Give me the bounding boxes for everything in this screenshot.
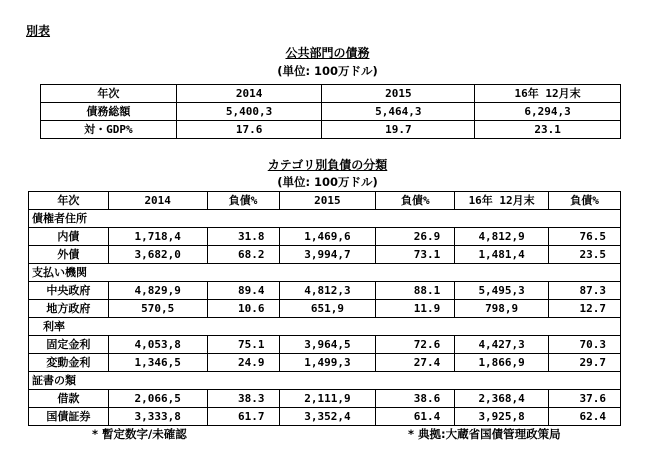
provisional-note: * 暫定数字/未確認 xyxy=(92,427,187,441)
table-cell: 651,9 xyxy=(279,300,376,318)
table-cell: 3,333,8 xyxy=(108,408,207,426)
row-label: 国債証券 xyxy=(29,408,109,426)
group-label: 利率 xyxy=(29,318,621,336)
table-cell: 2,066,5 xyxy=(108,390,207,408)
group-label: 証書の類 xyxy=(29,372,621,390)
table-cell: 1,499,3 xyxy=(279,354,376,372)
row-label: 地方政府 xyxy=(29,300,109,318)
row-label: 内債 xyxy=(29,228,109,246)
table-cell: 10.6 xyxy=(207,300,279,318)
table-row xyxy=(29,246,621,264)
table-row xyxy=(41,103,621,121)
group-header-row xyxy=(29,264,621,282)
table1-header-cell: 年次 xyxy=(41,85,177,103)
table-cell: 1,469,6 xyxy=(279,228,376,246)
table-cell: 23.5 xyxy=(549,246,621,264)
table-cell: 5,495,3 xyxy=(455,282,549,300)
table1-header-cell: 2014 xyxy=(176,85,322,103)
table-cell: 76.5 xyxy=(549,228,621,246)
table-cell: 4,427,3 xyxy=(455,336,549,354)
table-cell: 4,812,3 xyxy=(279,282,376,300)
table2-header-cell: 2014 xyxy=(108,192,207,210)
table2-header-row xyxy=(29,192,621,210)
table-cell: 1,866,9 xyxy=(455,354,549,372)
table2-unit: (単位: 100万ドル) xyxy=(277,175,378,189)
table-cell: 24.9 xyxy=(207,354,279,372)
table-cell: 27.4 xyxy=(376,354,455,372)
doc-label: 別表 xyxy=(26,24,51,38)
table-cell: 89.4 xyxy=(207,282,279,300)
table-cell: 17.6 xyxy=(176,121,322,139)
table-row xyxy=(29,300,621,318)
table-cell: 75.1 xyxy=(207,336,279,354)
table2-header-cell: 負債% xyxy=(549,192,621,210)
table-cell: 1,346,5 xyxy=(108,354,207,372)
table-cell: 4,829,9 xyxy=(108,282,207,300)
table-cell: 12.7 xyxy=(549,300,621,318)
group-header-row xyxy=(29,210,621,228)
table-cell: 73.1 xyxy=(376,246,455,264)
table1-header-cell: 16年 12月末 xyxy=(475,85,621,103)
table2-header-cell: 負債% xyxy=(376,192,455,210)
table-row xyxy=(29,282,621,300)
row-label: 債務総額 xyxy=(41,103,177,121)
table-cell: 6,294,3 xyxy=(475,103,621,121)
table-cell: 72.6 xyxy=(376,336,455,354)
table2-header-cell: 負債% xyxy=(207,192,279,210)
table-cell: 62.4 xyxy=(549,408,621,426)
table-cell: 3,682,0 xyxy=(108,246,207,264)
table-cell: 3,352,4 xyxy=(279,408,376,426)
table1-header-row xyxy=(41,85,621,103)
group-label: 債権者住所 xyxy=(29,210,621,228)
table-cell: 37.6 xyxy=(549,390,621,408)
table-cell: 2,368,4 xyxy=(455,390,549,408)
table-cell: 570,5 xyxy=(108,300,207,318)
table-cell: 38.3 xyxy=(207,390,279,408)
table-row xyxy=(41,121,621,139)
row-label: 変動金利 xyxy=(29,354,109,372)
table1-title: 公共部門の債務 xyxy=(285,46,370,60)
table-cell: 29.7 xyxy=(549,354,621,372)
row-label: 外債 xyxy=(29,246,109,264)
group-header-row xyxy=(29,372,621,390)
table-cell: 38.6 xyxy=(376,390,455,408)
table2-header-cell: 2015 xyxy=(279,192,376,210)
row-label: 固定金利 xyxy=(29,336,109,354)
table-cell: 798,9 xyxy=(455,300,549,318)
table-row xyxy=(29,390,621,408)
table-row xyxy=(29,228,621,246)
table-cell: 61.7 xyxy=(207,408,279,426)
table-row xyxy=(29,408,621,426)
table-cell: 11.9 xyxy=(376,300,455,318)
table1-unit: (単位: 100万ドル) xyxy=(277,64,378,78)
table1-header-cell: 2015 xyxy=(322,85,475,103)
table2-header-cell: 16年 12月末 xyxy=(455,192,549,210)
group-header-row xyxy=(29,318,621,336)
table-cell: 5,464,3 xyxy=(322,103,475,121)
table-cell: 19.7 xyxy=(322,121,475,139)
debt-category-table xyxy=(28,191,621,426)
row-label: 借款 xyxy=(29,390,109,408)
table-cell: 23.1 xyxy=(475,121,621,139)
table-cell: 1,481,4 xyxy=(455,246,549,264)
table-cell: 4,053,8 xyxy=(108,336,207,354)
table-cell: 5,400,3 xyxy=(176,103,322,121)
table-cell: 70.3 xyxy=(549,336,621,354)
table-cell: 87.3 xyxy=(549,282,621,300)
public-debt-table xyxy=(40,84,621,139)
source-note: * 典拠:大蔵省国債管理政策局 xyxy=(408,427,561,441)
row-label: 対・GDP% xyxy=(41,121,177,139)
table-cell: 26.9 xyxy=(376,228,455,246)
table-cell: 31.8 xyxy=(207,228,279,246)
table-cell: 4,812,9 xyxy=(455,228,549,246)
table-cell: 88.1 xyxy=(376,282,455,300)
table-cell: 3,994,7 xyxy=(279,246,376,264)
table-cell: 2,111,9 xyxy=(279,390,376,408)
table-cell: 68.2 xyxy=(207,246,279,264)
table-cell: 61.4 xyxy=(376,408,455,426)
table-row xyxy=(29,354,621,372)
table-cell: 1,718,4 xyxy=(108,228,207,246)
table-row xyxy=(29,336,621,354)
group-label: 支払い機関 xyxy=(29,264,621,282)
row-label: 中央政府 xyxy=(29,282,109,300)
table-cell: 3,964,5 xyxy=(279,336,376,354)
table-cell: 3,925,8 xyxy=(455,408,549,426)
table2-title: カテゴリ別負債の分類 xyxy=(267,158,388,172)
table2-header-cell: 年次 xyxy=(29,192,109,210)
